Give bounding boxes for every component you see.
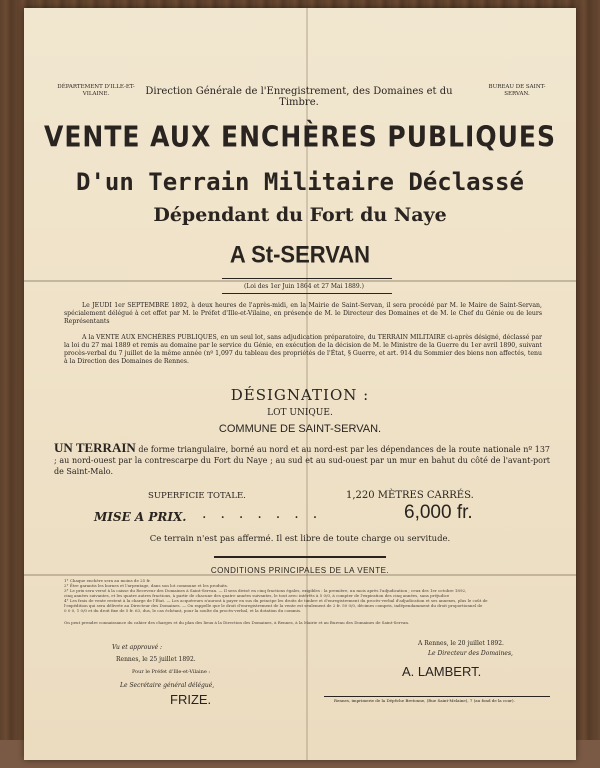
header-department: DÉPARTEMENT D'ILLE-ET-VILAINE. [57,84,135,97]
right-place-date: A Rennes, le 20 juillet 1892. [418,640,504,647]
title-line-1: VENTE AUX ENCHÈRES PUBLIQUES [44,119,556,154]
designation-rule [214,556,386,558]
fold-line-horizontal-1 [24,280,576,282]
signatory-left: FRIZE. [170,692,212,707]
title-line-3: Dépendant du Fort du Naye [153,204,447,226]
approved-place-date: Rennes, le 25 juillet 1892. [116,656,196,663]
conditions-list [64,578,546,613]
law-reference: (Loi des 1er Juin 1864 et 27 Mai 1889.) [244,283,364,290]
condition-line: 1° Chaque enchère sera au moins de 25 fr. [64,578,151,583]
law-ref-top-rule [222,278,392,279]
intro-paragraph-1: Le JEUDI 1er SEPTEMBRE 1892, à deux heures de l'après-midi, en la Mairie de Saint-Servan, il sera procédé par M. le Maire de Saint-Servan, spécialement délégué à cet effet par M. le Préfet d'Ille-et-Vilaine, en présence de M. le Directeur des Domaines et de M. le Chef du Génie ou de leurs Représentants [64,302,542,325]
intro-paragraph-2: A la VENTE AUX ENCHÈRES PUBLIQUES, en un seul lot, sans adjudication préparatoire, du TERRAIN MILITAIRE ci-après désigné, déclassé par la loi du 27 mai 1889 et remis au domaine par le service du Génie, en exécution de la décision de M. le Ministre de la Guerre du 1er avril 1890, suivant procès-verbal du 7 juillet de la même année (nº 1,097 du tableau des propriétés de l'État, § Guerre, et art. 914 du Sommier des biens non affectés, tenu à la Direction des Domaines de Rennes. [64,334,542,365]
designation-lot: LOT UNIQUE. [267,408,333,418]
printer-line: Rennes, imprimerie de la Dépêche Bretonne, (Rue Saint-Melaine), 7 (au fond de la cour). [334,698,515,703]
auction-poster [24,8,576,760]
mise-a-prix-value: 6,000 fr. [404,502,473,523]
designation-note: Ce terrain n'est pas affermé. Il est libre de toute charge ou servitude. [149,534,451,544]
conditions-heading: CONDITIONS PRINCIPALES DE LA VENTE. [210,566,390,575]
designation-heading: DÉSIGNATION : [230,386,370,404]
superficie-label: SUPERFICIE TOTALE. [148,491,246,501]
title-line-4: A St-SERVAN [229,240,371,269]
condition-line: 4° Les frais de vente restent à la charge de l'État. — Les acquéreurs n'auront à payer en sus du principe les droits de timbre et d'enregistrement du procès-verbal d'adjudication et ses annexes, plus le coût de [64,598,488,603]
mise-a-prix-dots: ....... [202,506,332,522]
condition-line: cinq années suivantes, et les quatre autres fractions, à partir de chacune des quatre années suivantes, le tout avec intérêts à 5 0/0, à compter de l'expiration des cinq années, sans préjudice [64,593,450,598]
designation-commune: COMMUNE DE SAINT-SERVAN. [218,423,382,435]
law-ref-bottom-rule [222,293,392,294]
designation-description: de forme triangulaire, borné au nord et au nord-est par les dépendances de la route nationale nº 137 ; au nord-ouest par la contrescarpe du Fort du Naye ; au sud et au sud-ouest par un mur en bahut du côté de l'avant-port de Saint-Malo. [54,445,551,476]
header-bureau: BUREAU DE SAINT-SERVAN. [488,84,546,97]
conditions-footer: On peut prendre connaissance du cahier des charges et du plan des lieux à la Direction des Domaines, à Rennes, à la Mairie et au Bureau des Domaines de Saint-Servan. [64,620,410,625]
approved-label: Vu et approuvé : [112,644,163,651]
condition-line: 3° Le prix sera versé à la caisse du Receveur des Domaines à Saint-Servan. — Il sera divisé en cinq fractions égales, exigibles : la première, un mois après l'adjudication ; ceux des 1er octobre 1892, [64,588,467,593]
designation-lead: UN TERRAIN [54,440,136,455]
title-line-2: D'un Terrain Militaire Déclassé [76,168,524,196]
designation-paragraph [54,442,550,477]
condition-line: l'expédition qui sera délivrée au Directeur des Domaines. — On rappelle que le droit d'enregistrement de la vente est seulement de 2 fr. 50 0/0, décimes compris, indépendamment du droit proportionnel de [64,603,483,608]
header-direction: Direction Générale de l'Enregistrement, des Domaines et du Timbre. [145,86,453,108]
mise-a-prix-label: MISE A PRIX. [94,510,187,524]
director-title: Le Directeur des Domaines, [428,650,513,657]
for-prefect: Pour le Préfet d'Ille-et-Vilaine : [132,669,211,675]
condition-line: 2° Être garantis les bornes et l'arpentage, dans son lot commune et les produits. [64,583,229,588]
superficie-value: 1,220 MÈTRES CARRÉS. [346,490,474,501]
condition-line: 0 0 0, 1 0/0 et du droit fixe de 5 fr. 63, dus, le cas échéant, pour la soulte du procès-verbal, et la dotation du commis. [64,608,302,613]
secretary-title: Le Secrétaire général délégué, [120,682,215,689]
signatory-right: A. LAMBERT. [402,664,482,679]
printer-rule [324,696,550,697]
